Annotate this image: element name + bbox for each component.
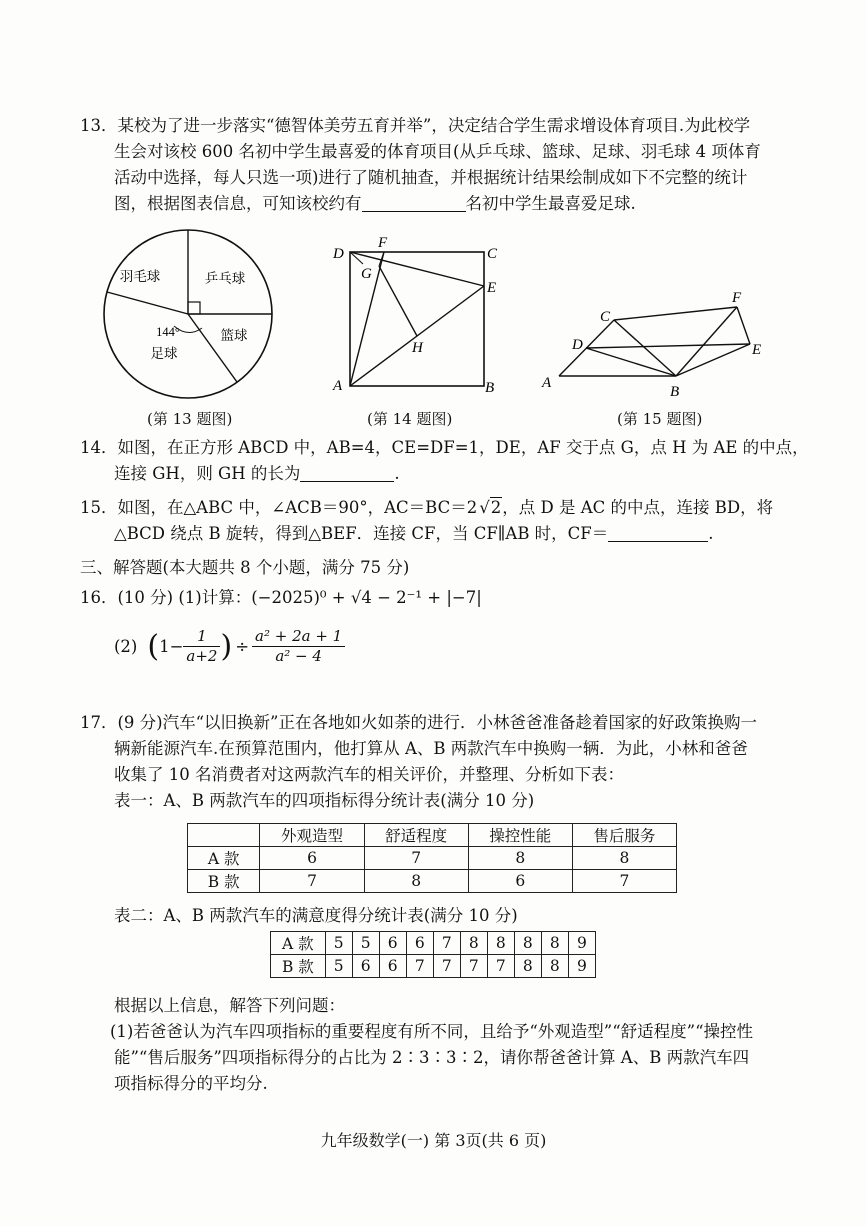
table-2-title-block	[80, 903, 792, 929]
table-cell: 8	[364, 870, 468, 893]
q13-line-2: 生会对该校 600 名初中学生最喜爱的体育项目(从乒乓球、篮球、足球、羽毛球 4 项体育	[114, 142, 761, 161]
point-C15: C	[600, 309, 611, 325]
q15-text-b: ，点 D 是 AC 的中点，连接 BD，将	[502, 498, 774, 517]
point-D: D	[333, 246, 344, 262]
pie-label-basketball: 篮球	[220, 328, 248, 343]
table-row	[188, 847, 677, 870]
table-cell: 5	[325, 932, 352, 955]
q17-questions	[80, 993, 792, 1097]
q15-sqrt: √2	[479, 498, 502, 517]
table-cell: 8	[572, 847, 676, 870]
figure-15-caption: (第 15 题图)	[617, 410, 703, 428]
q15-text-a: 15．如图，在△ABC 中，∠ACB＝90°，AC＝BC＝2	[80, 498, 478, 517]
table-1-header: 操控性能	[468, 824, 572, 847]
figure-13-caption: (第 13 题图)	[147, 410, 233, 428]
q16-one: 1−	[159, 636, 184, 656]
q13-line-3: 活动中选择，每人只选一项)进行了随机抽查，并根据统计结果绘制成如下不完整的统计	[114, 168, 748, 187]
figure-14-square-diagram	[325, 232, 510, 402]
table-cell: B 款	[188, 870, 260, 893]
q14-text-after-blank: .	[394, 464, 400, 483]
pie-label-pingpong: 乒乓球	[204, 271, 246, 286]
q13-answer-blank[interactable]	[362, 194, 466, 212]
table-cell: 7	[433, 955, 460, 978]
table-cell: 6	[468, 870, 572, 893]
table-cell: A 款	[188, 847, 260, 870]
question-17	[80, 710, 792, 814]
point-E: E	[487, 280, 497, 296]
table-cell: 7	[460, 955, 487, 978]
point-F: F	[378, 235, 388, 251]
table-1-header: 售后服务	[572, 824, 676, 847]
q15-sqrt-radicand: 2	[490, 498, 502, 517]
table-cell: 7	[406, 955, 433, 978]
q16-f2-numerator: a² + 2a + 1	[252, 627, 345, 647]
q17-sub1-line-1: (1)若爸爸认为汽车四项指标的重要程度有所不同，且给予“外观造型”“舒适程度”“操控性	[110, 1022, 754, 1041]
q17-line-1: 17．(9 分)汽车“以旧换新”正在各地如火如荼的进行．小林爸爸准备趁着国家的好政策换购一	[80, 713, 757, 732]
table-cell: 6	[379, 932, 406, 955]
q16-left-paren: (	[147, 628, 160, 664]
q13-text-after-blank: 名初中学生最喜爱足球.	[465, 194, 636, 213]
table-1	[187, 823, 677, 893]
q15-text-before-blank: △BCD 绕点 B 旋转，得到△BEF．连接 CF，当 CF∥AB 时，CF＝	[114, 524, 609, 543]
pie-label-football: 足球	[150, 346, 178, 361]
table-cell: 5	[352, 932, 379, 955]
q14-answer-blank[interactable]	[300, 464, 394, 482]
question-14	[80, 435, 809, 487]
pie-angle-label: 144°	[156, 325, 180, 339]
table-cell: 8	[541, 955, 568, 978]
point-B15: B	[670, 384, 680, 400]
q16-line-1	[80, 585, 792, 611]
q16-f1-denominator: a+2	[186, 646, 218, 665]
pie-label-badminton: 羽毛球	[119, 269, 161, 284]
q16-expression-1: (−2025)⁰ + √4 − 2⁻¹ + |−7|	[251, 588, 482, 607]
q16-divide-sign: ÷	[235, 636, 250, 656]
q16-prefix: 16．(10 分) (1)计算：	[80, 588, 252, 607]
table-1-header: 舒适程度	[364, 824, 468, 847]
q17-sub1-line-3: 项指标得分的平均分.	[114, 1074, 268, 1093]
q15-line-2	[80, 521, 792, 547]
table-cell: 6	[352, 955, 379, 978]
table-cell: 8	[514, 955, 541, 978]
page-footer: 九年级数学(一) 第 3页(共 6 页)	[320, 1131, 547, 1150]
table-cell: 9	[568, 932, 595, 955]
table-cell: B 款	[271, 955, 326, 978]
q16-f1-numerator: 1	[183, 627, 220, 647]
question-15	[80, 495, 792, 547]
table-1-header-row	[188, 824, 677, 847]
figure-14-caption: (第 14 题图)	[367, 410, 453, 428]
table-cell: 7	[364, 847, 468, 870]
section-3-heading	[80, 555, 792, 581]
q17-table1-title: 表一：A、B 两款汽车的四项指标得分统计表(满分 10 分)	[114, 791, 535, 810]
q17-table2-title: 表二：A、B 两款汽车的满意度得分统计表(满分 10 分)	[114, 906, 518, 925]
table-cell: 6	[260, 847, 364, 870]
point-A: A	[333, 378, 343, 394]
q15-answer-blank[interactable]	[608, 524, 708, 542]
figure-13-pie-chart	[100, 228, 280, 408]
table-cell: 7	[487, 955, 514, 978]
point-H: H	[412, 340, 423, 356]
q17-line-2: 辆新能源汽车.在预算范围内，他打算从 A、B 两款汽车中换购一辆．为此，小林和爸爸	[114, 739, 748, 758]
point-A15: A	[542, 375, 552, 391]
table-cell: 6	[406, 932, 433, 955]
figure-15-triangle-diagram	[536, 284, 776, 404]
table-cell: 9	[568, 955, 595, 978]
q16-fraction-2	[252, 627, 345, 666]
question-13	[80, 113, 792, 217]
question-16	[80, 585, 792, 611]
q13-text-before-blank: 图，根据图表信息，可知该校约有	[114, 194, 362, 213]
q16-part-2-label: (2)	[114, 636, 138, 656]
table-row	[188, 870, 677, 893]
q17-intro: 根据以上信息，解答下列问题：	[114, 996, 345, 1015]
q17-sub1-line-2: 能”“售后服务”四项指标得分的占比为 2∶3∶3∶2，请你帮爸爸计算 A、B 两款汽车四	[114, 1048, 750, 1067]
table-cell: 8	[514, 932, 541, 955]
table-cell: 7	[572, 870, 676, 893]
q13-line-4	[80, 191, 792, 217]
q14-line-1: 14．如图，在正方形 ABCD 中，AB=4，CE=DF=1，DE，AF 交于点 G，点 H 为 AE 的中点，	[80, 438, 809, 457]
q14-line-2	[80, 461, 792, 487]
q15-line-1	[80, 495, 792, 521]
q16-part-2	[114, 622, 345, 670]
table-cell: A 款	[271, 932, 326, 955]
q16-fraction-1	[183, 627, 220, 666]
point-F15: F	[732, 290, 742, 306]
q16-right-paren: )	[220, 628, 233, 664]
table-row	[271, 932, 596, 955]
q14-text-before-blank: 连接 GH，则 GH 的长为	[114, 464, 301, 483]
q13-line-1: 13．某校为了进一步落实“德智体美劳五育并举”，决定结合学生需求增设体育项目.为此校学	[80, 116, 751, 135]
table-cell: 5	[325, 955, 352, 978]
point-C: C	[487, 246, 498, 262]
section-3-title: 三、解答题(本大题共 8 个小题，满分 75 分)	[80, 558, 410, 577]
q16-f2-denominator: a² − 4	[275, 646, 322, 665]
table-row	[271, 955, 596, 978]
table-cell: 7	[260, 870, 364, 893]
table-cell: 8	[487, 932, 514, 955]
point-D15: D	[572, 337, 583, 353]
point-E15: E	[752, 342, 762, 358]
table-1-header: 外观造型	[260, 824, 364, 847]
table-cell: 6	[379, 955, 406, 978]
table-cell: 8	[541, 932, 568, 955]
table-cell: 7	[433, 932, 460, 955]
point-G: G	[361, 266, 372, 282]
table-cell: 8	[460, 932, 487, 955]
q15-text-after-blank: .	[708, 524, 714, 543]
table-2	[270, 931, 596, 978]
table-cell: 8	[468, 847, 572, 870]
table-1-corner	[188, 824, 260, 847]
point-B: B	[485, 380, 495, 396]
q17-line-3: 收集了 10 名消费者对这两款汽车的相关评价，并整理、分析如下表：	[114, 765, 624, 784]
